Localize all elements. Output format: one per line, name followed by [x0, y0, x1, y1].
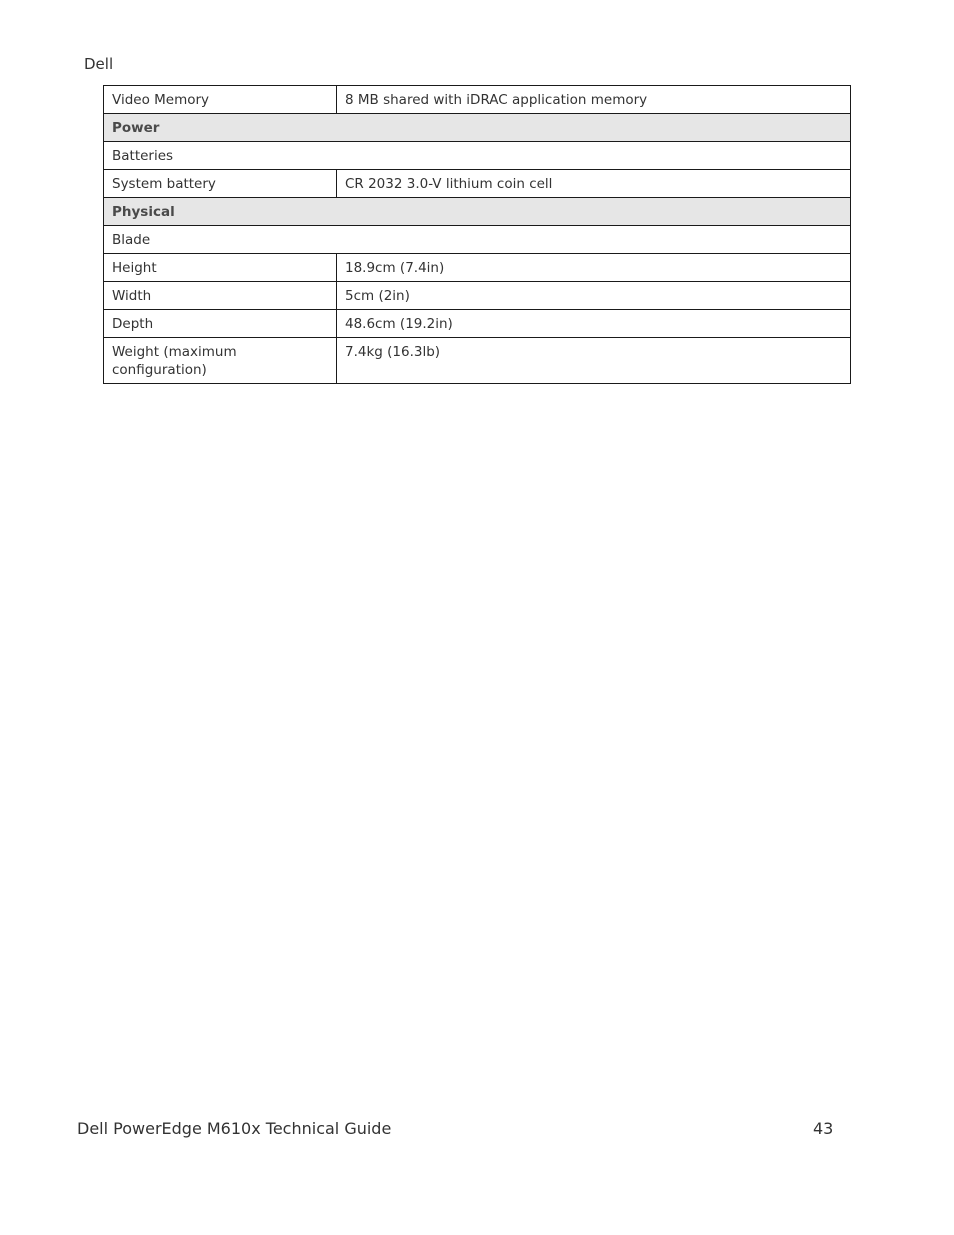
- header-label: Dell: [84, 55, 114, 73]
- table-row: [104, 282, 851, 310]
- row-value: 18.9cm (7.4in): [337, 254, 851, 282]
- subsection-heading: Blade: [104, 226, 851, 254]
- table-row: [104, 310, 851, 338]
- row-label: Weight (maximum configuration): [104, 338, 337, 384]
- row-label: Width: [104, 282, 337, 310]
- table-row: [104, 86, 851, 114]
- table-row: [104, 338, 851, 384]
- section-heading: Physical: [104, 198, 851, 226]
- subsection-row-blade: [104, 226, 851, 254]
- section-heading: Power: [104, 114, 851, 142]
- subsection-row-batteries: [104, 142, 851, 170]
- row-value: 7.4kg (16.3lb): [337, 338, 851, 384]
- subsection-heading: Batteries: [104, 142, 851, 170]
- section-row-physical: [104, 198, 851, 226]
- row-label: Video Memory: [104, 86, 337, 114]
- table-row: [104, 254, 851, 282]
- section-row-power: [104, 114, 851, 142]
- row-label: System battery: [104, 170, 337, 198]
- page-number: 43: [813, 1119, 834, 1138]
- row-label: Depth: [104, 310, 337, 338]
- row-value: 5cm (2in): [337, 282, 851, 310]
- footer-title: Dell PowerEdge M610x Technical Guide: [77, 1119, 392, 1138]
- specifications-table: [103, 85, 851, 384]
- row-label: Height: [104, 254, 337, 282]
- row-value: CR 2032 3.0-V lithium coin cell: [337, 170, 851, 198]
- row-value: 8 MB shared with iDRAC application memory: [337, 86, 851, 114]
- table-row: [104, 170, 851, 198]
- row-value: 48.6cm (19.2in): [337, 310, 851, 338]
